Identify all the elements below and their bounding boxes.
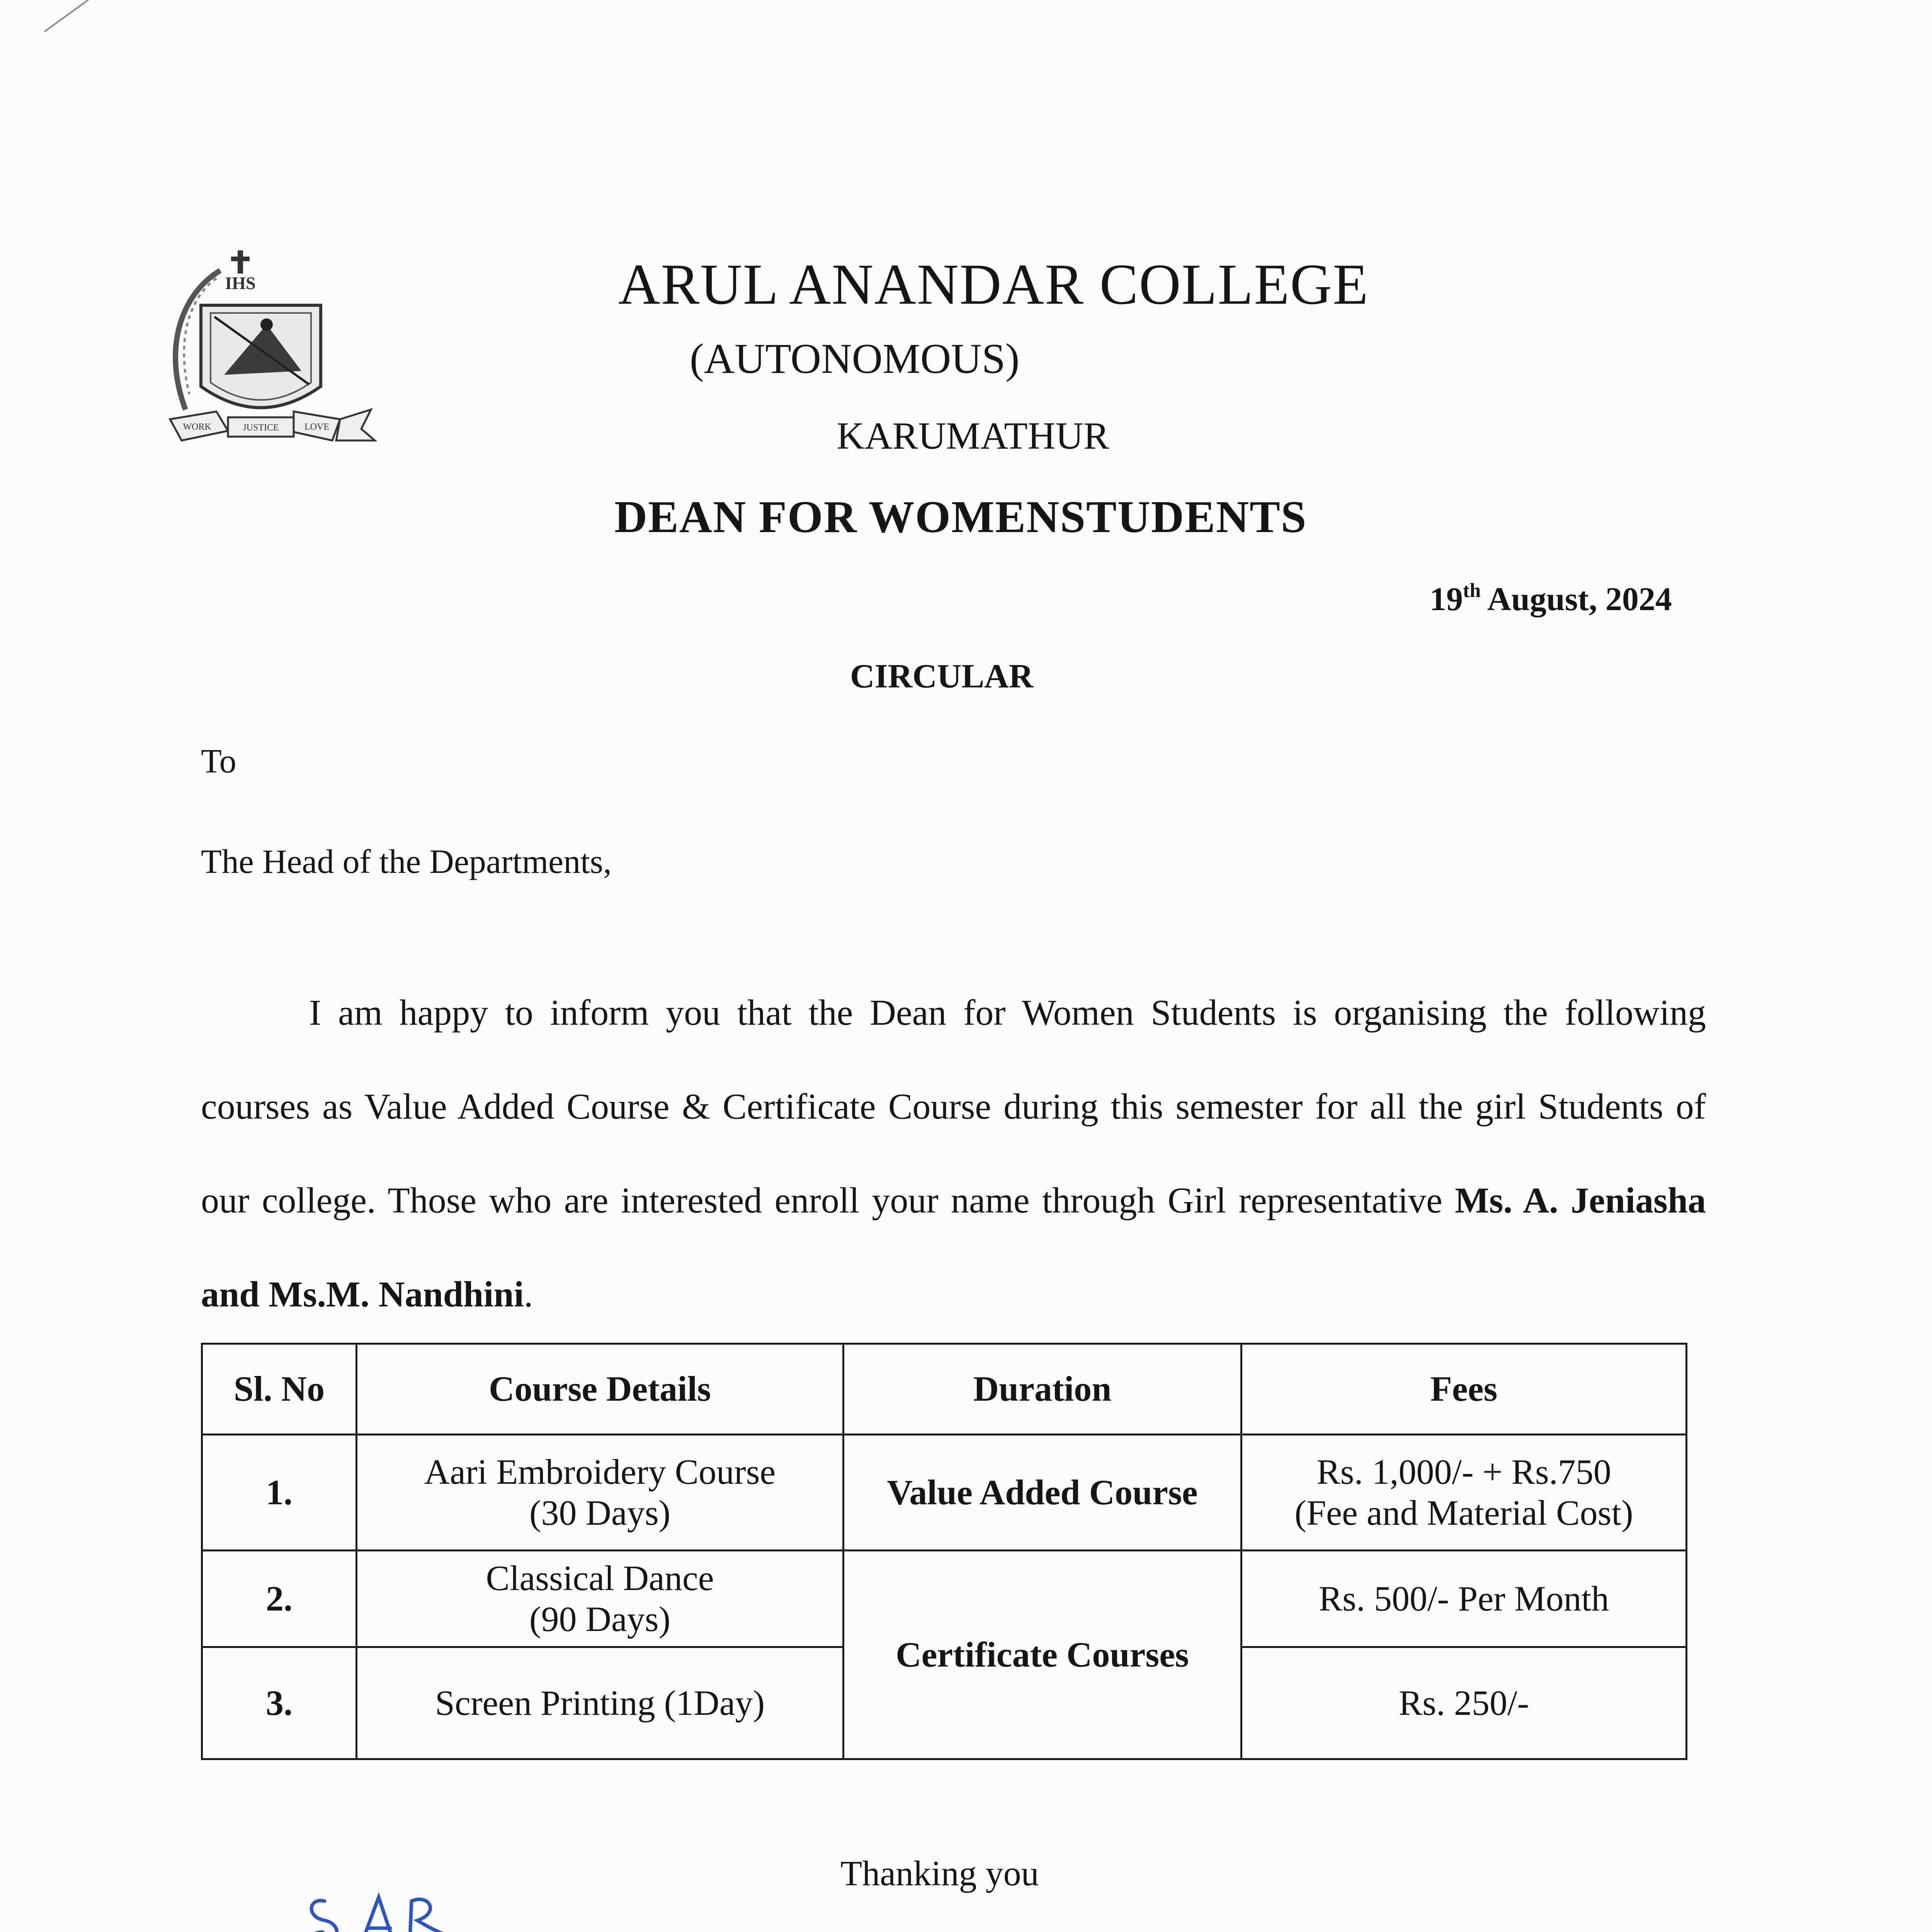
fees-note: (Fee and Material Cost) [1294,1493,1633,1532]
row-course [357,1435,844,1551]
circular-body [201,966,1706,1342]
dean-signature [301,1882,533,1932]
emblem-ribbon-mid: JUSTICE [243,423,279,433]
row-course: Screen Printing (1Day) [357,1647,844,1759]
row-duration: Certificate Courses [844,1551,1242,1759]
table-row [202,1551,1687,1647]
date-day: 19 [1430,580,1463,617]
college-name: ARUL ANANDAR COLLEGE [618,252,1369,316]
autonomous-label: (AUTONOMOUS) [690,335,1020,382]
recipient: The Head of the Departments, [201,843,612,881]
row-fees: Rs. 500/- Per Month [1242,1551,1687,1647]
course-name: Aari Embroidery Course [424,1452,776,1492]
representative-names: Ms. A. Jeniasha and Ms.M. Nandhini [201,1180,1706,1315]
fees-amount: Rs. 1,000/- + Rs.750 [1316,1452,1611,1492]
circular-date [1430,580,1672,618]
course-days: (30 Days) [529,1493,671,1532]
circular-heading: CIRCULAR [850,658,1034,695]
row-duration: Value Added Course [844,1435,1242,1551]
header-duration: Duration [844,1344,1242,1435]
pen-mark [44,0,104,32]
header-sl-no: Sl. No [202,1344,357,1435]
college-emblem-icon [139,247,386,464]
header-fees: Fees [1242,1344,1687,1435]
row-sl: 1. [202,1435,357,1551]
course-table [201,1343,1687,1760]
row-sl: 3. [202,1647,357,1759]
emblem-ribbon-left: WORK [183,422,211,432]
body-end: . [524,1274,533,1315]
office-title: DEAN FOR WOMENSTUDENTS [614,492,1307,542]
closing-line: Thanking you [840,1854,1039,1893]
row-fees: Rs. 250/- [1242,1647,1687,1759]
table-header-row [202,1344,1687,1435]
salutation-to: To [201,743,236,780]
course-days: (90 Days) [529,1599,671,1639]
row-fees [1242,1435,1687,1551]
body-text: I am happy to inform you that the Dean for Women Students is organising the following courses as Value Added Course & Certificate Course during this semester for all the girl Students of our college. Those who are interested enroll your name through Girl representative [201,993,1706,1221]
emblem-monogram: IHS [225,273,256,293]
college-place: KARUMATHUR [837,414,1109,457]
course-name: Classical Dance [486,1558,714,1598]
table-row [202,1435,1687,1551]
emblem-ribbon-right: LOVE [304,422,329,432]
header-course-details: Course Details [357,1344,844,1435]
row-course [357,1551,844,1647]
date-rest: August, 2024 [1481,580,1672,617]
date-suffix: th [1463,580,1481,602]
row-sl: 2. [202,1551,357,1647]
